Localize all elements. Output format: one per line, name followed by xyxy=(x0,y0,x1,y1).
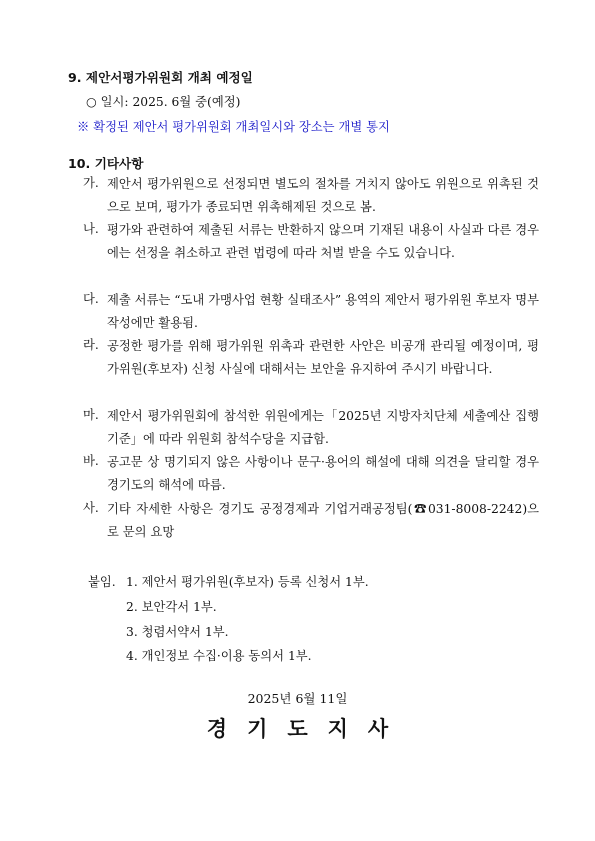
meeting-notice-note: ※ 확정된 제안서 평가위원회 개최일시와 장소는 개별 통지 xyxy=(77,120,390,134)
list-item xyxy=(83,335,539,381)
attachments-label: 붙임. xyxy=(88,575,116,589)
list-item xyxy=(83,451,539,497)
item-marker: 가. xyxy=(83,176,99,190)
item-text: 평가와 관련하여 제출된 서류는 반환하지 않으며 기재된 내용이 사실과 다른 경우에는 선정을 취소하고 관련 법령에 따라 처벌 받을 수도 있습니다. xyxy=(107,223,539,261)
item-text: 공정한 평가를 위해 평가위원 위촉과 관련한 사안은 비공개 관리될 예정이며, 평가위원(후보자) 신청 사실에 대해서는 보안을 유지하여 주시기 바랍니다. xyxy=(107,339,539,377)
item-marker: 마. xyxy=(83,408,99,422)
item-text: 공고문 상 명기되지 않은 사항이나 문구·용어의 해설에 대해 의견을 달리할 경우 경기도의 해석에 따름. xyxy=(107,455,539,493)
item-text: 제출 서류는 “도내 가맹사업 현황 실태조사” 용역의 제안서 평가위원 후보자 명부 작성에만 활용됨. xyxy=(107,293,539,331)
governor-signature: 경기도지사 xyxy=(206,717,409,741)
list-item xyxy=(83,173,539,219)
meeting-date-line: ○ 일시: 2025. 6월 중(예정) xyxy=(86,95,241,109)
item-marker: 나. xyxy=(83,222,99,236)
list-item xyxy=(83,405,539,451)
list-item xyxy=(83,289,539,335)
item-text: 제안서 평가위원으로 선정되면 별도의 절차를 거치지 않아도 위원으로 위촉된 것으로 보며, 평가가 종료되면 위촉해제된 것으로 봄. xyxy=(107,177,539,215)
item-marker: 다. xyxy=(83,292,99,306)
item-marker: 바. xyxy=(83,454,99,468)
section-9-title: 9. 제안서평가위원회 개최 예정일 xyxy=(68,70,253,85)
attachment-item: 1. 제안서 평가위원(후보자) 등록 신청서 1부. xyxy=(126,575,369,589)
list-item xyxy=(83,219,539,265)
item-text: 제안서 평가위원회에 참석한 위원에게는「2025년 지방자치단체 세출예산 집행기준」에 따라 위원회 참석수당을 지급함. xyxy=(107,409,539,447)
item-marker: 사. xyxy=(83,501,99,515)
item-marker: 라. xyxy=(83,338,99,352)
attachment-item: 4. 개인정보 수집·이용 동의서 1부. xyxy=(126,649,312,663)
section-10-title: 10. 기타사항 xyxy=(68,156,144,171)
attachment-item: 3. 청렴서약서 1부. xyxy=(126,625,229,639)
issue-date: 2025년 6월 11일 xyxy=(247,691,348,706)
item-text: 기타 자세한 사항은 경기도 공정경제과 기업거래공정팀(☎031-8008-2242)으로 문의 요망 xyxy=(107,502,539,540)
attachment-item: 2. 보안각서 1부. xyxy=(126,600,217,614)
list-item xyxy=(83,498,539,544)
